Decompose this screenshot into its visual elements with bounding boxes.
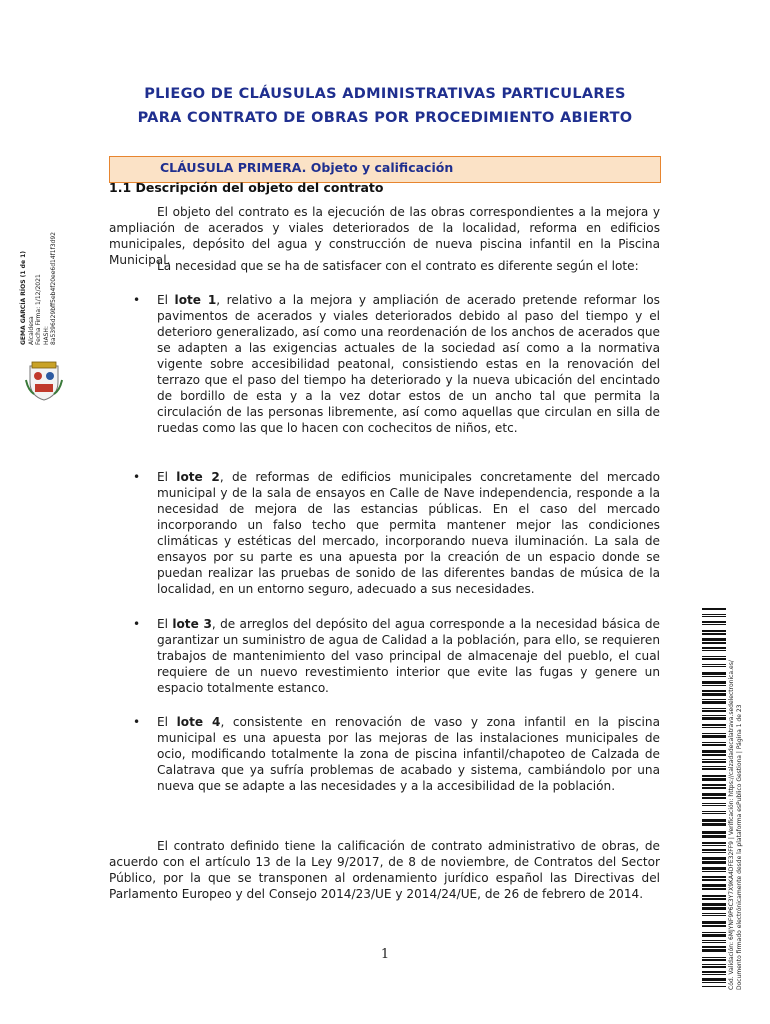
bullet-icon: • <box>133 470 141 484</box>
lote-prefix: El <box>157 715 177 729</box>
signature-text <box>20 215 70 345</box>
verification-text <box>728 610 768 990</box>
lote-prefix: El <box>157 470 177 484</box>
signature-date: Fecha Firma: 1/12/2021 <box>35 274 42 345</box>
municipal-crest-icon <box>24 360 64 402</box>
lote-text: , relativo a la mejora y ampliación de acerado pretende reformar los pavimentos de acerados y viales deteriorados debido al paso del tiempo y el deterioro generalizado, así como una reordenación de los anchos de acerados que se adapten a las exigencias actuales de la sociedad así como a la normativa vigente sobre accesibilidad peatonal, consistiendo estas en la renovación del terrazo que el paso del tiempo ha deteriorado y la nueva ubicación del encintado de bordillo de esta y a la vez dotar estos de un ancho tal que permita la circulación de las personas libremente, así como aquellas que circulan en silla de ruedas como las que lo hacen con cochecitos de niños, etc. <box>157 293 660 435</box>
signer-role: Alcaldesa <box>27 316 35 345</box>
lote-label: lote 2 <box>176 470 220 484</box>
paragraph-object: El objeto del contrato es la ejecución de las obras correspondientes a la mejora y ampliación de acerados y viales deteriorados de la localidad, reforma en edificios municipales, depósito del agua y construcción de nueva piscina infantil en la Piscina Municipal. <box>109 205 660 267</box>
list-item-lote-3 <box>133 616 660 696</box>
page-number: 1 <box>380 947 390 962</box>
list-item-lote-1 <box>133 292 660 436</box>
lote-label: lote 3 <box>172 617 212 631</box>
section-heading: 1.1 Descripción del objeto del contrato <box>109 180 384 195</box>
clause-heading: CLÁUSULA PRIMERA. Objeto y calificación <box>160 160 454 175</box>
clause-heading-box <box>109 156 661 183</box>
lote-prefix: El <box>157 617 173 631</box>
lote-label: lote 4 <box>176 715 221 729</box>
bullet-icon: • <box>133 715 141 729</box>
lote-text: , de reformas de edificios municipales concretamente del mercado municipal y de la sala de ensayos en Calle de Nave independencia, responde a la necesidad de mejora de las estancias públicas. En el caso del mercado incorporando un falso techo que permita mantener mejor las condiciones climáticas y estéticas del mercado, incorporando nueva iluminación. La sala de ensayos por su parte es una apuesta por la creación de un espacio donde se puedan realizar las pruebas de sonido de las diferentes bandas de música de la localidad, en un entorno seguro, adecuado a sus necesidades. <box>157 470 660 596</box>
list-item-lote-2 <box>133 469 660 597</box>
verification-platform: Documento firmado electrónicamente desde la plataforma esPublico Gestiona | Página 1 de 23 <box>736 704 743 990</box>
signature-stamp <box>20 215 70 345</box>
lote-text: , de arreglos del depósito del agua corresponde a la necesidad básica de garantizar un suministro de agua de Calidad a la población, para ello, se requieren trabajos de mantenimiento del vaso principal de almacenaje del pueblo, el cual requiere de un nuevo revestimiento interior que evite las fugas y genere un espacio totalmente estanco. <box>157 617 660 695</box>
lote-label: lote 1 <box>174 293 217 307</box>
document-title-line1: PLIEGO DE CLÁUSULAS ADMINISTRATIVAS PARTICULARES <box>144 86 626 102</box>
bullet-icon: • <box>133 617 141 631</box>
paragraph-classification: El contrato definido tiene la calificación de contrato administrativo de obras, de acuerdo con el artículo 13 de la Ley 9/2017, de 8 de noviembre, de Contratos del Sector Público, por la que se transponen al ordenamiento jurídico español las Directivas del Parlamento Europeo y del Consejo 2014/23/UE y 2014/24/UE, de 26 de febrero de 2014. <box>109 839 660 901</box>
lote-prefix: El <box>157 293 175 307</box>
paragraph-necessity: La necesidad que se ha de satisfacer con el contrato es diferente según el lote: <box>157 259 639 273</box>
list-item-lote-4 <box>133 714 660 794</box>
signature-hash: HASH: 8a5396d29bff5eb4f20ee6d14f1f3d92 <box>42 232 57 345</box>
lote-text: , consistente en renovación de vaso y zona infantil en la piscina municipal es una apuesta por las mejoras de las instalaciones municipales de ocio, modificando totalmente la zona de piscina infantil/chapoteo de Calzada de Calatrava que ya sufría problemas de acabado y sistema, cambiándolo por una nueva que se adapte a las necesidades y a la accesibilidad de la población. <box>157 715 660 793</box>
verification-code: Cód. Validación: 6MJYNF9P6C3Y7X9KA4DFE32FF9 | Verificación: https://calzadadecalatrava.sedelectronica.es/ <box>728 660 735 990</box>
document-title-line2: PARA CONTRATO DE OBRAS POR PROCEDIMIENTO ABIERTO <box>137 110 633 126</box>
bullet-icon: • <box>133 293 141 307</box>
barcode-icon <box>702 608 726 988</box>
signer-name: GEMA GARCÍA RÍOS (1 de 1) <box>20 250 27 345</box>
